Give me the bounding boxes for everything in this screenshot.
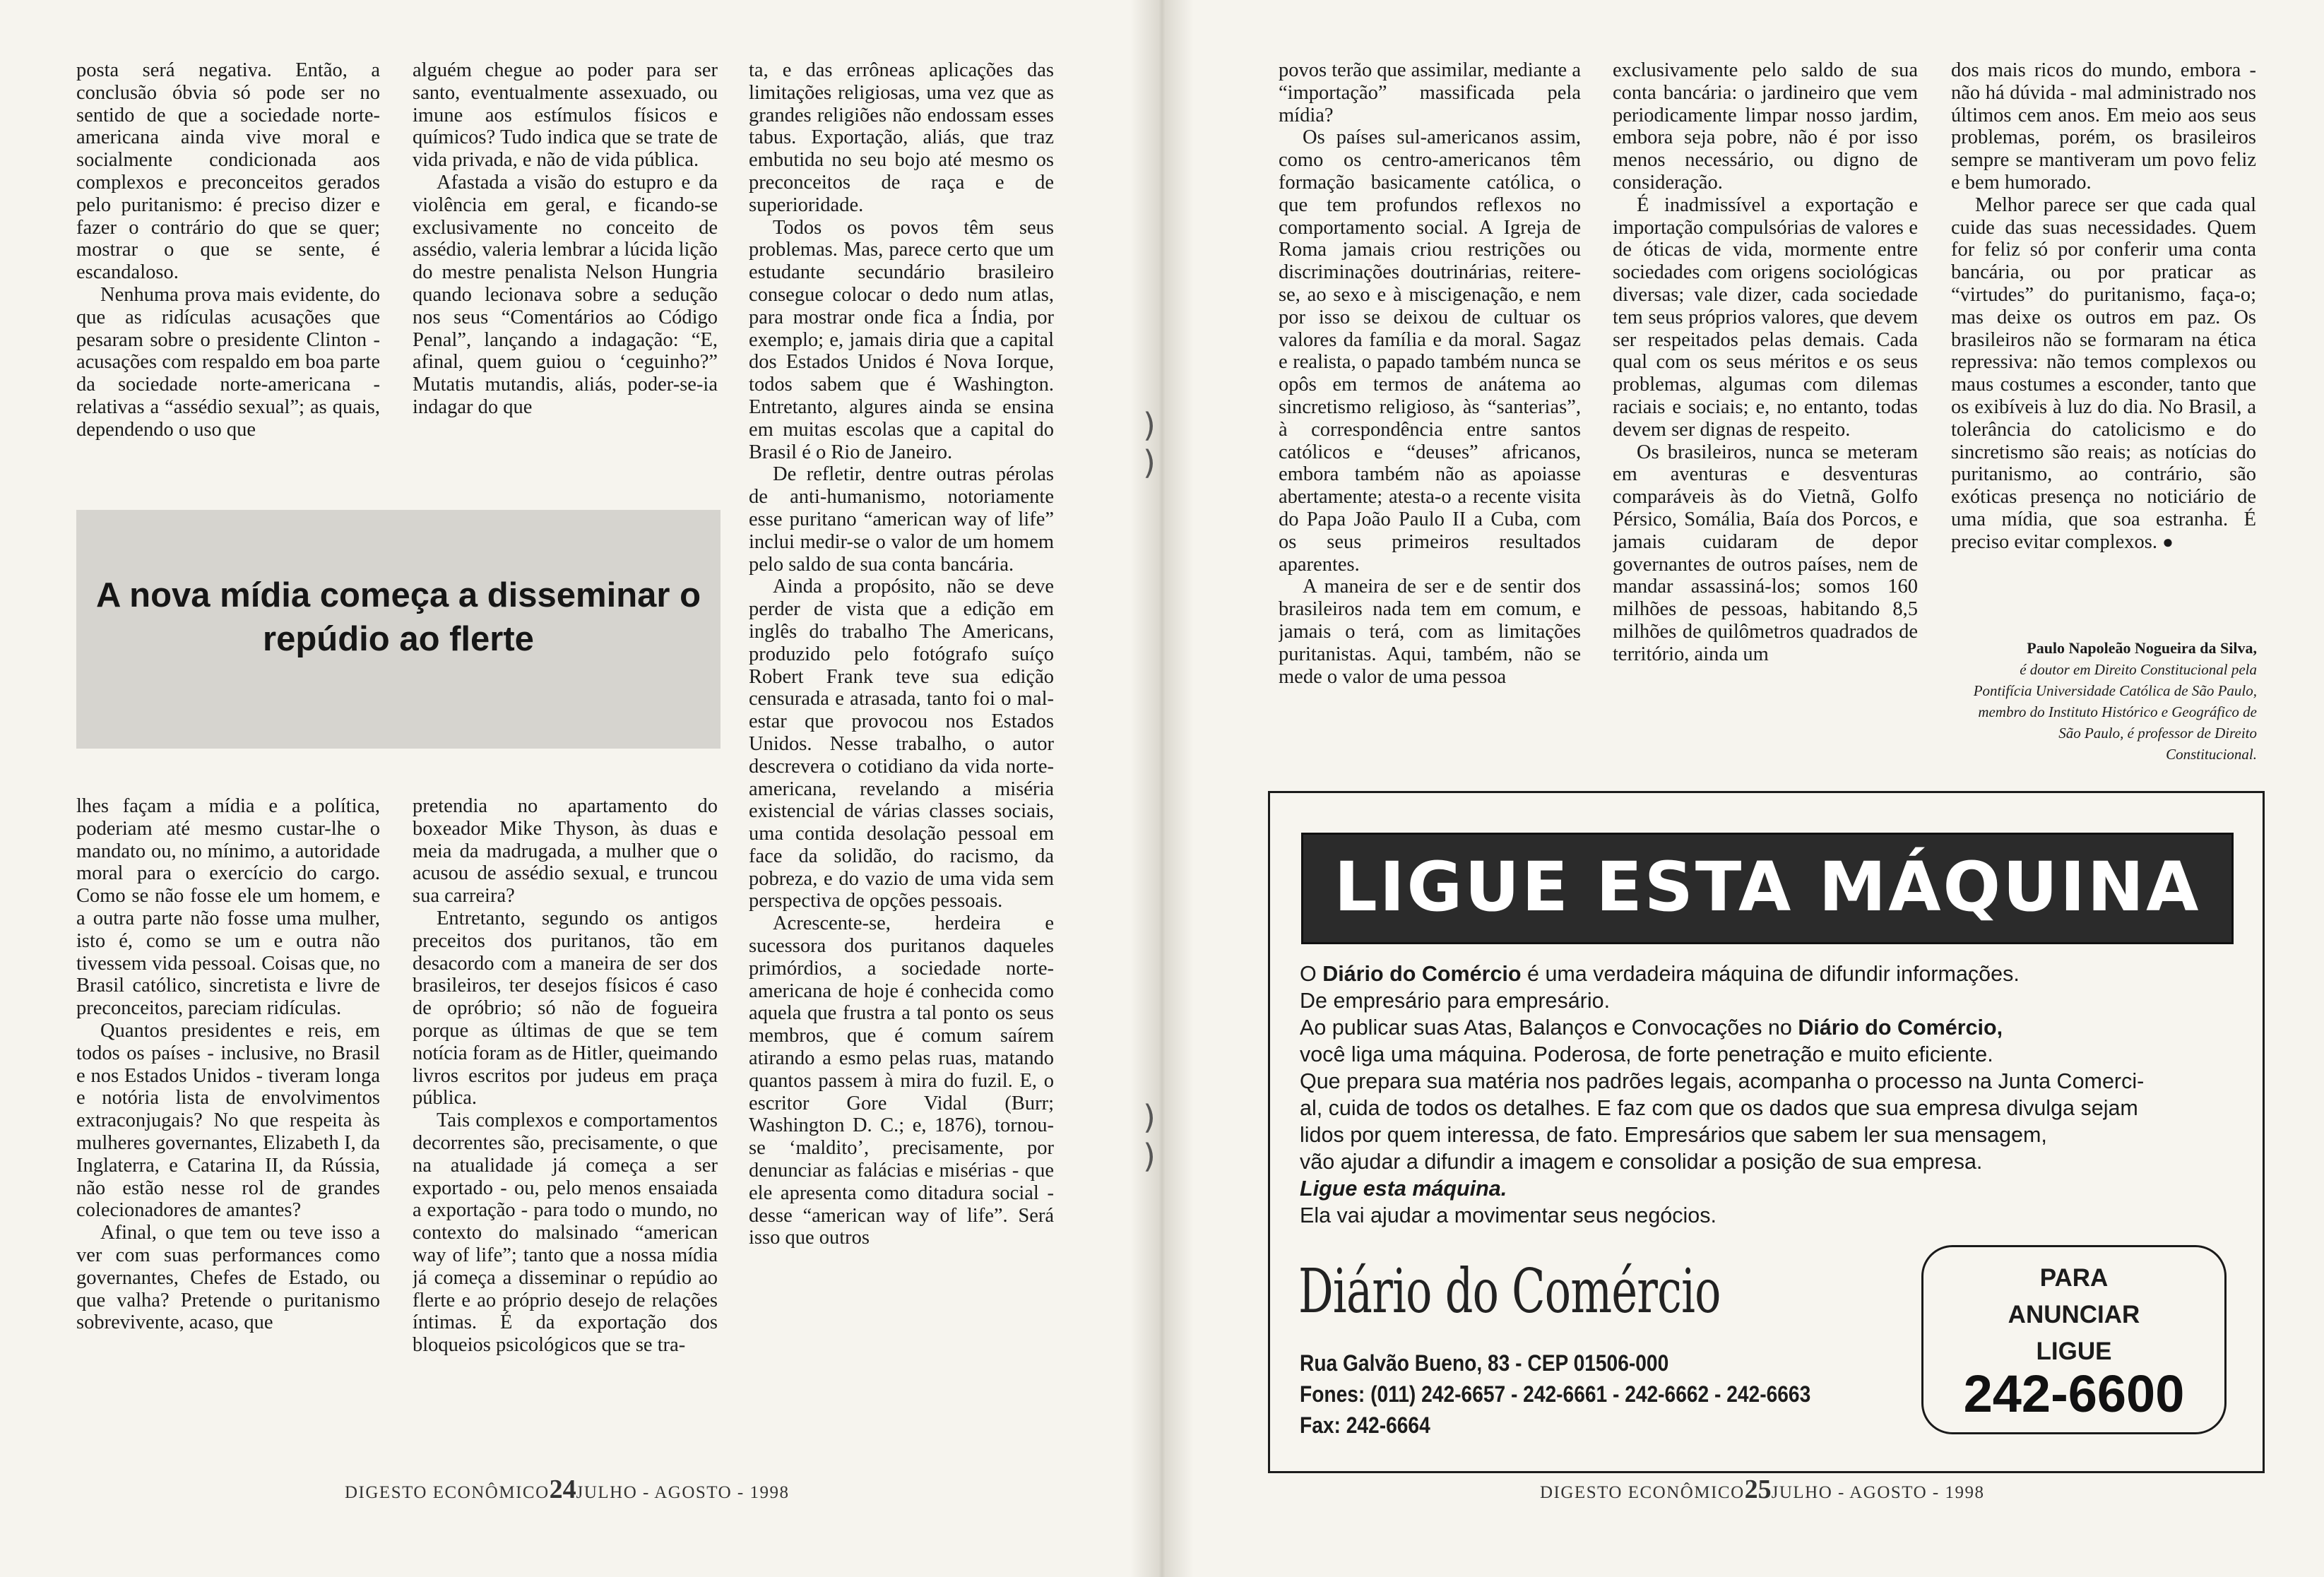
article-paragraph: Acrescente-se, herdeira e sucessora dos puritanos daqueles primórdios, a sociedade norte-americana de hoje é conhecida como aquela que frustra a tal ponto os seus membros, que é comum saírem atirando a esmo pelas ruas, matando quantos passem à mira do fuzil. E, o escritor Gore Vidal (Burr; Washington D. C.; e, 1876), tornou-se ‘maldito’, precisamente, por denunciar as falácias e misérias - que ele apresenta como ditadura social - desse “american way of life”. Será isso que outros — [749, 912, 1054, 1249]
ad-call-label-line: LIGUE — [2036, 1338, 2112, 1365]
ad-headline-banner — [1301, 833, 2234, 944]
ad-text: O — [1300, 962, 1323, 986]
article-paragraph: ta, e das errôneas aplicações das limitações religiosas, uma vez que as grandes religiões não endossam esses tabus. Exportação, aliás, que traz embutida no seu bojo até mesmo os preconceitos de raça e de superioridade. — [749, 59, 1054, 216]
page-footer — [1540, 1474, 1985, 1505]
ad-address: Rua Galvão Bueno, 83 - CEP 01506-000 — [1300, 1350, 1669, 1376]
article-paragraph: pretendia no apartamento do boxeador Mike Thyson, às duas e meia da madrugada, a mulher que o acusou de assédio sexual, e truncou sua carreira? — [413, 795, 718, 907]
article-paragraph: alguém chegue ao poder para ser santo, eventualmente assexuado, ou imune aos estímulos físicos e químicos? Tudo indica que se trate de vida privada, e não de vida pública. — [413, 59, 718, 172]
ad-brand-name: Diário do Comércio — [1322, 962, 1522, 986]
article-paragraph: De refletir, dentre outras pérolas de anti-humanismo, notoriamente esse puritano “american way of life” inclui medir-se o valor de um homem pelo saldo de sua conta bancária. — [749, 463, 1054, 576]
article-column — [413, 59, 718, 483]
author-name: Paulo Napoleão Nogueira da Silva, — [2027, 639, 2257, 657]
article-end-mark: ● — [2162, 531, 2174, 552]
article-paragraph: Os países sul-americanos assim, como os centro-americanos têm formação basicamente católica, o que tem profundos reflexos no comportamento social. A Igreja de Roma jamais criou restrições ou discriminações doutrinárias, reitere-se, ao sexo e à miscigenação, e nem por isso se deixou de cultuar os valores da família e da moral. Sagaz e realista, o papado também nunca se opôs em termos de anátema ao sincretismo religioso, às “santerias”, à correspondência entre santos católicos e “deuses” africanos, embora também não as apoiasse abertamente; atesta-o a recente visita do Papa João Paulo II a Cuba, com os seus primeiros resultados aparentes. — [1279, 126, 1581, 576]
article-paragraph: Afinal, o que tem ou teve isso a ver com suas performances como governantes, Chefes de Estado, ou que valha? Pretende o puritanismo sobrevivente, acaso, que — [76, 1222, 380, 1334]
ad-text: você liga uma máquina. Poderosa, de forte penetração e muito eficiente. — [1300, 1042, 1993, 1066]
ad-text: Ela vai ajudar a movimentar seus negócios. — [1300, 1203, 1717, 1227]
article-column — [1279, 59, 1581, 766]
ad-text: lidos por quem interessa, de fato. Empresários que sabem ler sua mensagem, — [1300, 1123, 2047, 1147]
staple-mark: ) — [1143, 1098, 1156, 1136]
article-column — [413, 795, 718, 1445]
ad-phones: Fones: (011) 242-6657 - 242-6661 - 242-6662 - 242-6663 — [1300, 1381, 1811, 1407]
article-paragraph: É inadmissível a exportação e importação compulsórias de valores e de óticas de vida, mormente entre sociedades com origens sociológicas diversas; vale dizer, cada sociedade tem seus próprios valores, que devem ser respeitados pelas demais. Cada qual com os seus méritos e os seus problemas, algumas com dilemas raciais e sociais; e, no entanto, todas devem ser dignas de respeito. — [1613, 194, 1918, 441]
ad-contact-info — [1300, 1347, 1880, 1441]
page-footer — [345, 1474, 790, 1505]
ad-call-label-line: PARA — [2039, 1264, 2109, 1292]
ad-text: vão ajudar a difundir a imagem e consolidar a posição de sua empresa. — [1300, 1150, 1983, 1174]
footer-issue: JULHO - AGOSTO - 1998 — [576, 1483, 790, 1502]
article-paragraph: Melhor parece ser que cada qual cuide das suas necessidades. Quem for feliz só por conferir uma conta bancária, ou por praticar as “virtudes” do puritanismo, faça-o; mas deixe os outros em paz. Os brasileiros não se formaram na ética repressiva: não temos complexos ou maus costumes a esconder, tanto que os exibíveis à luz do dia. No Brasil, a tolerância do catolicismo e do sincretismo são reais; as notícias do puritanismo, ao contrário, são exóticas presença no noticiário de uma mídia, que soa estranha. É preciso evitar complexos. ● — [1951, 194, 2256, 553]
article-column — [1951, 59, 2256, 624]
ad-brand-name: Diário do Comércio, — [1798, 1016, 2003, 1040]
ad-text: Que prepara sua matéria nos padrões legais, acompanha o processo na Junta Comerci- — [1300, 1069, 2145, 1093]
article-paragraph: A maneira de ser e de sentir dos brasileiros nada tem em comum, e jamais o terá, com as limitações puritanistas. Aqui, também, não se mede o valor de uma pessoa — [1279, 576, 1581, 688]
ad-text: al, cuida de todos os detalhes. E faz com que os dados que sua empresa divulga sejam — [1300, 1096, 2138, 1120]
advertisement — [1268, 791, 2265, 1473]
article-paragraph: povos terão que assimilar, mediante a “importação” massificada pela mídia? — [1279, 59, 1581, 126]
article-column — [76, 795, 380, 1445]
article-paragraph: Os brasileiros, nunca se meteram em aventuras e desventuras comparáveis às do Vietnã, Golfo Pérsico, Somália, Baía dos Porcos, e jamais cuidaram de depor governantes de outros países, nem de mandar assassiná-los; somos 160 milhões de pessoas, habitando 8,5 milhões de quilômetros quadrados de território, ainda um — [1613, 441, 1918, 665]
article-paragraph: Nenhuma prova mais evidente, do que as ridículas acusações que pesaram sobre o presidente Clinton - acusações com respaldo em boa parte da sociedade norte-americana - relativas a “assédio sexual”; as quais, dependendo o uso que — [76, 283, 380, 441]
ad-text: é uma verdadeira máquina de difundir informações. — [1521, 962, 2020, 986]
footer-publication: DIGESTO ECONÔMICO — [1540, 1483, 1745, 1502]
article-paragraph: Todos os povos têm seus problemas. Mas, parece certo que um estudante secundário brasileiro consegue colocar o dedo num atlas, para mostrar onde fica a Índia, por exemplo; e, jamais diria que a capital dos Estados Unidos é Nova Iorque, todos sabem que é Washington. Entretanto, algures ainda se ensina em muitas escolas que a capital do Brasil é o Rio de Janeiro. — [749, 216, 1054, 463]
pull-quote-box — [76, 510, 721, 749]
ad-call-number: 242-6600 — [1963, 1364, 2185, 1423]
ad-headline: LIGUE ESTA MÁQUINA — [1334, 847, 2201, 927]
ad-call-label — [1923, 1260, 2224, 1370]
staple-mark: ) — [1143, 1137, 1156, 1175]
article-paragraph: Afastada a visão do estupro e da violência em geral, e ficando-se exclusivamente no conceito de assédio, valeria lembrar a lúcida lição do mestre penalista Nelson Hungria quando lecionava sobre a sedução nos seus “Comentários ao Código Penal”, lançando a indagação: “E, afinal, quem guiou o ‘ceguinho?” Mutatis mutandis, aliás, poder-se-ia indagar do que — [413, 171, 718, 418]
ad-slogan: Ligue esta máquina. — [1300, 1177, 1507, 1201]
author-credentials: é doutor em Direito Constitucional pela Pontifícia Universidade Católica de São Paulo, membro do Instituto Histórico e Geográfico de São Paulo, é professor de Direito Constitucional. — [1973, 661, 2257, 763]
article-paragraph: dos mais ricos do mundo, embora - não há dúvida - mal administrado nos últimos cem anos. Em meio aos seus problemas, porém, os brasileiros sempre se mantiveram um povo feliz e bem humorado. — [1951, 59, 2256, 194]
ad-call-label-line: ANUNCIAR — [2008, 1301, 2140, 1328]
footer-issue: JULHO - AGOSTO - 1998 — [1771, 1483, 1985, 1502]
article-paragraph: Tais complexos e comportamentos decorrentes são, precisamente, o que na atualidade já começa a ser exportado - ou, pelo menos ensaiada a exportação - para todo o mundo, no contexto do malsinado “american way of life”; tanto que a nossa mídia já começa a disseminar o repúdio ao flerte e ao próprio desejo de relações íntimas. É da exportação dos bloqueios psicológicos que se tra- — [413, 1109, 718, 1357]
ad-body — [1300, 960, 2239, 1229]
article-column — [1613, 59, 1918, 766]
diario-do-comercio-logo: Diário do Comércio — [1298, 1256, 1721, 1327]
article-paragraph: posta será negativa. Então, a conclusão óbvia só pode ser no sentido de que a sociedade norte-americana ainda vive moral e socialmente condicionada aos complexos e preconceitos gerados pelo puritanismo: é preciso dizer e fazer o contrário do que se quer; mostrar o que se sente, é escandaloso. — [76, 59, 380, 284]
page-gutter — [1130, 0, 1194, 1577]
ad-call-box — [1921, 1245, 2227, 1434]
article-column — [76, 59, 380, 483]
staple-mark: ) — [1143, 444, 1156, 482]
pull-quote: A nova mídia começa a disseminar o repúdio ao flerte — [95, 576, 701, 658]
page-number: 24 — [549, 1475, 576, 1504]
ad-fax: Fax: 242-6664 — [1300, 1412, 1430, 1438]
staple-mark: ) — [1143, 406, 1156, 444]
article-paragraph: Ainda a propósito, não se deve perder de vista que a edição em inglês do trabalho The Americans, produzido pelo fotógrafo suíço Robert Frank teve sua edição censurada e atrasada, tanto foi o mal-estar que provocou nos Estados Unidos. Nesse trabalho, o autor descrevera o cotidiano da vida norte-americana, revelando a miséria existencial de várias classes sociais, uma contida desolação pessoal em face da solidão, do racismo, da pobreza, e do vazio de uma vida sem perspectiva de opções pessoais. — [749, 576, 1054, 912]
ad-text: De empresário para empresário. — [1300, 989, 1611, 1013]
footer-publication: DIGESTO ECONÔMICO — [345, 1483, 550, 1502]
ad-text: Ao publicar suas Atas, Balanços e Convocações no — [1300, 1016, 1798, 1040]
article-paragraph: Quantos presidentes e reis, em todos os países - inclusive, no Brasil e nos Estados Unidos - tiveram longa e notória lista de envolvimentos extraconjugais? No que respeita às mulheres governantes, Elizabeth I, da Inglaterra, e Catarina II, da Rússia, não estão nesse rol de grandes colecionadores de amantes? — [76, 1019, 380, 1222]
article-paragraph: exclusivamente pelo saldo de sua conta bancária: o jardineiro que vem periodicamente limpar nosso jardim, embora seja pobre, não é por isso menos necessário, ou digno de consideração. — [1613, 59, 1918, 194]
article-paragraph: lhes façam a mídia e a política, poderiam até mesmo custar-lhe o mandato ou, no mínimo, a autoridade moral para o exercício do cargo. Como se não fosse ele um homem, e a outra parte não fosse uma mulher, isto é, como se um e outra não tivessem vida pessoal. Coisas que, no Brasil católico, sincretista e livre de preconceitos, pareciam ridículas. — [76, 795, 380, 1020]
article-paragraph: Entretanto, segundo os antigos preceitos dos puritanos, tão em desacordo com a maneira de ser dos brasileiros, ter desejos físicos é caso de opróbrio; só não de fogueira porque as últimas de que se tem notícia foram as de Hitler, queimando livros escritos por judeus em praça pública. — [413, 907, 718, 1109]
author-bio — [1971, 638, 2257, 765]
page-number: 25 — [1744, 1475, 1772, 1504]
article-column — [749, 59, 1054, 1445]
